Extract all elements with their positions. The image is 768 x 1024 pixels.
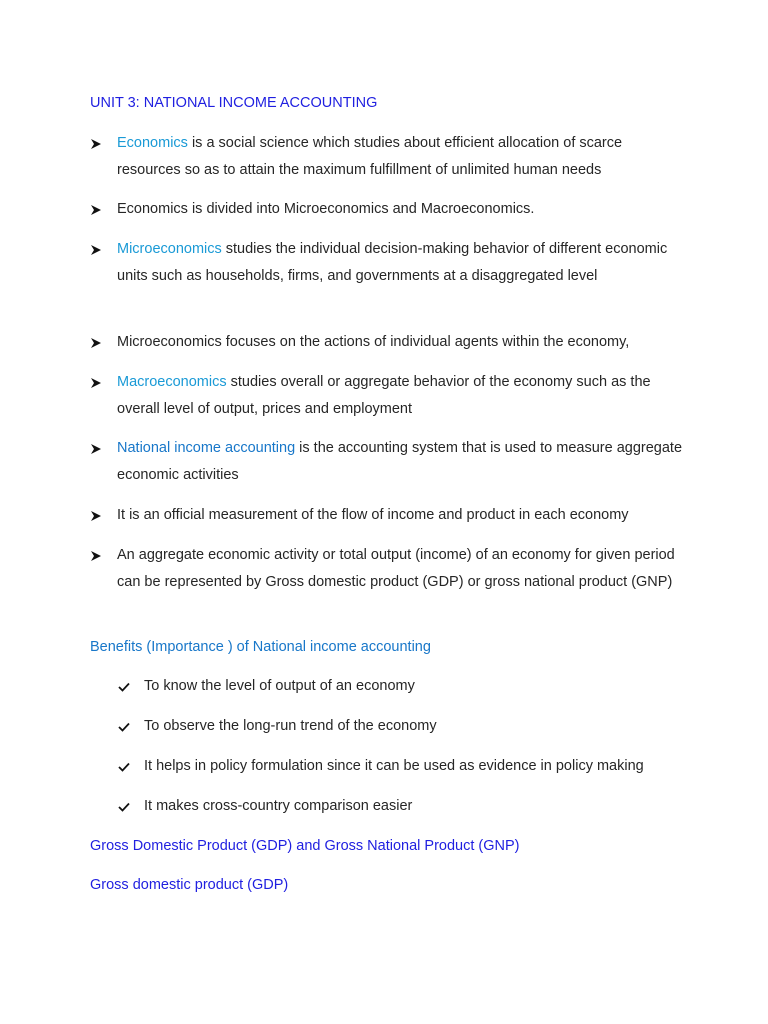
list-item-body: is a social science which studies about efficient allocation of scarce resources so as to attain the maximum fulfillment of unlimited human needs <box>117 135 623 178</box>
arrowhead-bullet-icon <box>90 550 102 562</box>
checkmark-icon <box>118 762 130 772</box>
list-item-body: It is an official measurement of the flow of income and product in each economy <box>117 507 629 523</box>
list-item-text: It helps in policy formulation since it can be used as evidence in policy making <box>144 758 644 774</box>
keyword-economics: Economics <box>117 135 188 151</box>
list-item-text <box>117 329 687 356</box>
list-item-text <box>117 542 687 595</box>
arrowhead-bullet-icon <box>90 138 102 150</box>
checkmark-icon <box>118 802 130 812</box>
benefits-heading: Benefits (Importance ) of National income accounting <box>90 639 431 655</box>
list-item-text <box>117 236 687 289</box>
arrowhead-bullet-icon <box>90 204 102 216</box>
list-item-body: studies overall or aggregate behavior of the economy such as the overall level of output, prices and employment <box>117 374 651 417</box>
keyword-macroeconomics: Macroeconomics <box>117 374 227 390</box>
keyword-microeconomics: Microeconomics <box>117 241 222 257</box>
list-item-text: It makes cross-country comparison easier <box>144 798 413 814</box>
gdp-gnp-heading: Gross Domestic Product (GDP) and Gross National Product (GNP) <box>90 838 520 854</box>
arrowhead-bullet-icon <box>90 337 102 349</box>
list-item-text: To observe the long-run trend of the economy <box>144 718 437 734</box>
arrowhead-bullet-icon <box>90 244 102 256</box>
checkmark-icon <box>118 722 130 732</box>
list-item-body: An aggregate economic activity or total output (income) of an economy for given period can be represented by Gross domestic product (GDP) or gross national product (GNP) <box>117 547 675 590</box>
list-item-text <box>117 369 687 422</box>
list-item-text <box>117 130 687 183</box>
unit-title: UNIT 3: NATIONAL INCOME ACCOUNTING <box>90 95 378 111</box>
list-item-body: Microeconomics focuses on the actions of individual agents within the economy, <box>117 334 630 350</box>
gdp-heading: Gross domestic product (GDP) <box>90 877 289 893</box>
list-item-body: Economics is divided into Microeconomics and Macroeconomics. <box>117 201 535 217</box>
list-item-text: To know the level of output of an economy <box>144 678 415 694</box>
list-item-text <box>117 435 687 488</box>
list-item-text <box>117 502 687 529</box>
arrowhead-bullet-icon <box>90 377 102 389</box>
arrowhead-bullet-icon <box>90 510 102 522</box>
list-item-body: is the accounting system that is used to measure aggregate economic activities <box>117 440 683 483</box>
keyword-national-income-accounting: National income accounting <box>117 440 296 456</box>
list-item-body: studies the individual decision-making behavior of different economic units such as households, firms, and governments at a disaggregated level <box>117 241 668 284</box>
list-item-text <box>117 196 687 223</box>
checkmark-icon <box>118 682 130 692</box>
arrowhead-bullet-icon <box>90 443 102 455</box>
